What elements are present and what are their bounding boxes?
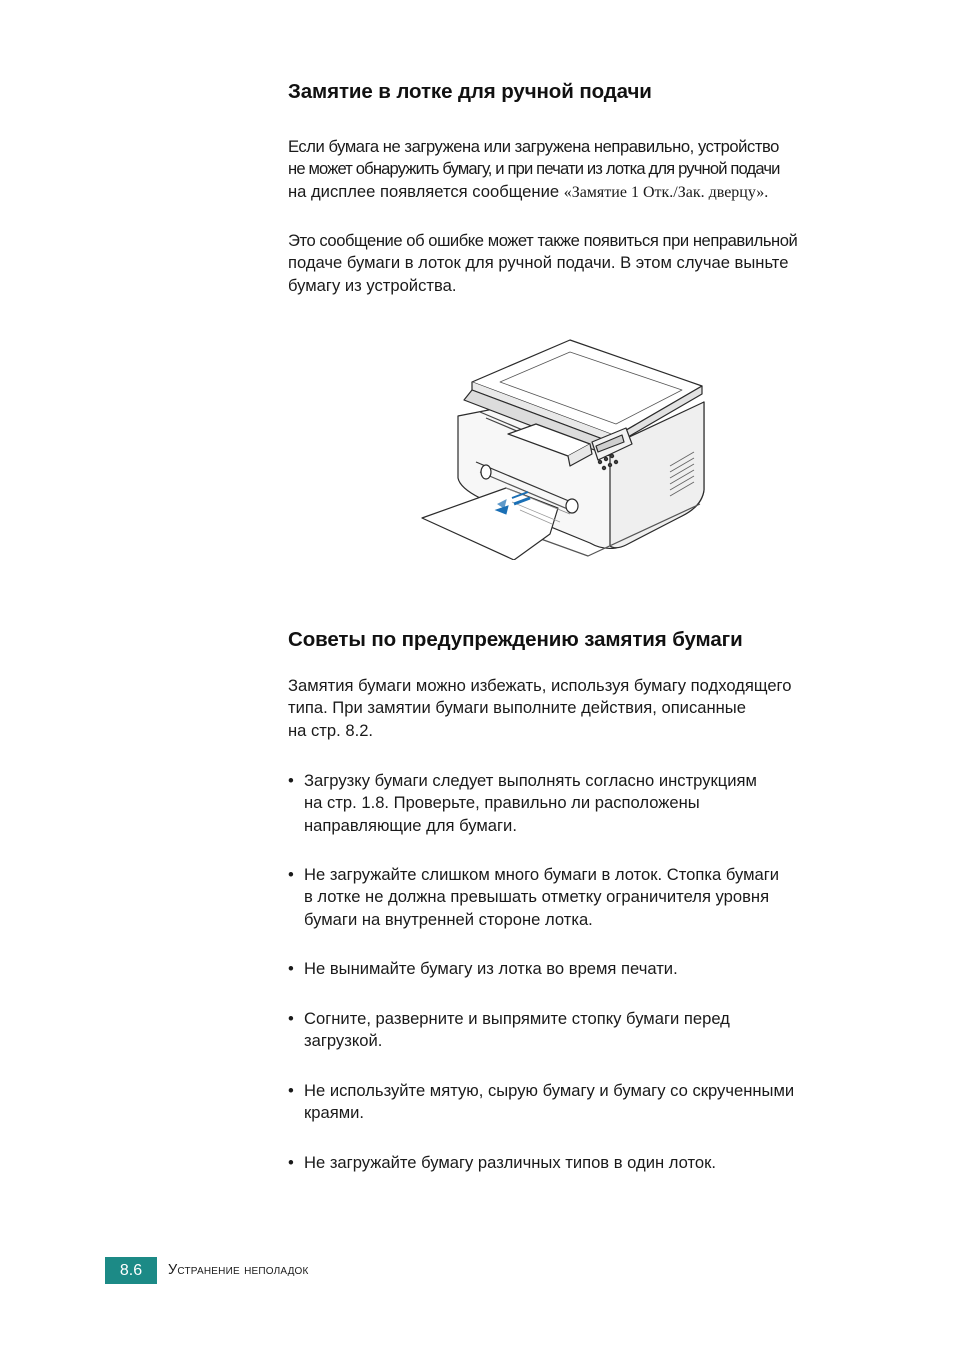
list-item-text (304, 770, 757, 837)
display-message: «Замятие 1 Отк./Зак. дверцу». (563, 183, 769, 201)
text-line: не может обнаружить бумагу, и при печати из лотка для ручной подачи (288, 159, 780, 179)
list-item-text (304, 1152, 716, 1174)
bullet-icon: • (288, 865, 294, 884)
bullet-icon: • (288, 959, 294, 978)
text-line: типа. При замятии бумаги выполните действия, описанные (288, 698, 746, 718)
text-line: краями. (304, 1103, 364, 1123)
bullet-icon: • (288, 1009, 294, 1028)
text-line: Это сообщение об ошибке может также появиться при неправильной (288, 231, 798, 250)
bullet-icon: • (288, 1081, 294, 1100)
paragraph-error-note (288, 230, 797, 297)
list-item-text (304, 1008, 730, 1053)
paragraph-jam-description (288, 136, 780, 204)
text-line: Не используйте мятую, сырую бумагу и бумагу со скрученными (304, 1081, 795, 1100)
section-heading-jam-prevention: Советы по предупреждению замятия бумаги (288, 628, 743, 651)
text-line (288, 181, 780, 204)
text-line: на стр. 1.8. Проверьте, правильно ли расположены (304, 793, 700, 813)
text-line: Загрузку бумаги следует выполнять согласно инструкциям (304, 771, 757, 790)
text-line: бумагу из устройства. (288, 275, 457, 295)
list-item-text (304, 1080, 794, 1125)
page-number-badge: 8.6 (105, 1257, 157, 1284)
text-line: подаче бумаги в лоток для ручной подачи. В этом случае выньте (288, 253, 789, 273)
printer-paper-jam-illustration (420, 338, 710, 560)
text-line: Если бумага не загружена или загружена неправильно, устройство (288, 137, 779, 156)
text-line: Не загружайте бумагу различных типов в один лоток. (304, 1153, 716, 1172)
section-heading-manual-tray-jam: Замятие в лотке для ручной подачи (288, 80, 652, 103)
bullet-icon: • (288, 1153, 294, 1172)
text-line: Замятия бумаги можно избежать, используя бумагу подходящего (288, 676, 792, 695)
chapter-title: Устранение неполадок (168, 1262, 309, 1278)
list-item-text (304, 958, 678, 980)
bullet-icon: • (288, 771, 294, 790)
printer-icon (420, 338, 710, 560)
text-line: бумаги на внутренней стороне лотка. (304, 909, 593, 929)
text-line: Согните, разверните и выпрямите стопку бумаги перед (304, 1009, 730, 1028)
list-item-text (304, 864, 779, 931)
text-line-prefix: на дисплее появляется сообщение (288, 181, 564, 201)
text-line: загрузкой. (304, 1031, 383, 1051)
text-line: в лотке не должна превышать отметку ограничителя уровня (304, 887, 770, 907)
text-line: направляющие для бумаги. (304, 815, 517, 835)
paragraph-prevention-intro (288, 675, 791, 742)
text-line: Не загружайте слишком много бумаги в лоток. Стопка бумаги (304, 865, 780, 884)
text-line: на стр. 8.2. (288, 720, 374, 740)
text-line: Не вынимайте бумагу из лотка во время печати. (304, 959, 678, 978)
